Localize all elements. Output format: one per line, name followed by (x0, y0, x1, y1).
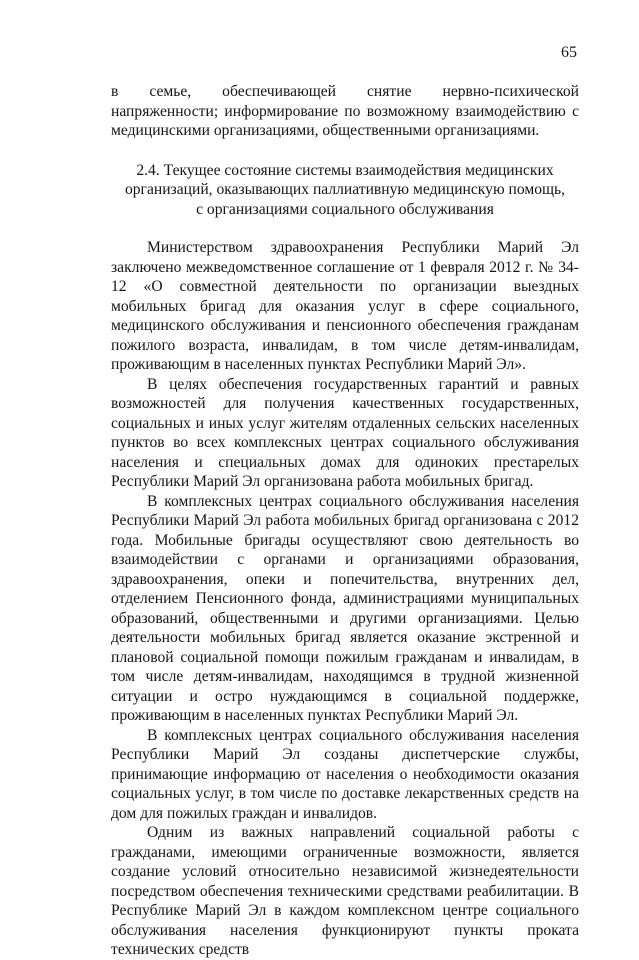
paragraph-continuation: в семье, обеспечивающей снятие нервно-психической напряженности; информирование по возможному взаимодействию с медицинскими организациями, общественными организациями. (111, 83, 579, 139)
document-body (111, 82, 579, 960)
section-heading-line: организаций, оказывающих паллиативную медицинскую помощь, (124, 181, 566, 198)
paragraph: Министерством здравоохранения Республики Марий Эл заключено межведомственное соглашение от 1 февраля 2012 г. № 34-12 «О совместной деятельности по организации выездных мобильных бригад для оказания услуг в сфере социального, медицинского обслуживания и пенсионного обеспечения гражданам пожилого возраста, инвалидам, в том числе детям-инвалидам, проживающим в населенных пунктах Республики Марий Эл». (111, 239, 579, 373)
paragraph: В комплексных центрах социального обслуживания населения Республики Марий Эл работа мобильных бригад организована с 2012 года. Мобильные бригады осуществляют свою деятельность во взаимодействии с органами и организациями образования, здравоохранения, опеки и попечительства, внутренних дел, отделением Пенсионного фонда, администрациями муниципальных образований, общественными и другими организациями. Целью деятельности мобильных бригад является оказание экстренной и плановой социальной помощи пожилым гражданам и инвалидам, в том числе детям-инвалидам, находящимся в трудной жизненной ситуации и остро нуждающимся в социальной поддержке, проживающим в населенных пунктах Республики Марий Эл. (111, 492, 579, 724)
section-heading (111, 161, 579, 220)
paragraph: В комплексных центрах социального обслуживания населения Республики Марий Эл созданы диспетчерские службы, принимающие информацию от населения о необходимости оказания социальных услуг, в том числе по доставке лекарственных средств на дом для пожилых граждан и инвалидов. (111, 726, 579, 822)
paragraph: В целях обеспечения государственных гарантий и равных возможностей для получения качественных государственных, социальных и иных услуг жителям отдаленных сельских населенных пунктов во всех комплексных центрах социального обслуживания населения и специальных домах для одиноких престарелых Республики Марий Эл организована работа мобильных бригад. (111, 375, 579, 490)
section-heading-line: 2.4. Текущее состояние системы взаимодействия медицинских (136, 161, 554, 179)
section-heading-line: с организациями социального обслуживания (196, 200, 494, 218)
page-number: 65 (561, 44, 577, 61)
paragraph: Одним из важных направлений социальной работы с гражданами, имеющими ограниченные возможности, является создание условий относительно независимой жизнедеятельности посредством обеспечения техническими средствами реабилитации. В Республике Марий Эл в каждом комплексном центре социального обслуживания населения функционируют пункты проката технических средств (111, 824, 579, 958)
